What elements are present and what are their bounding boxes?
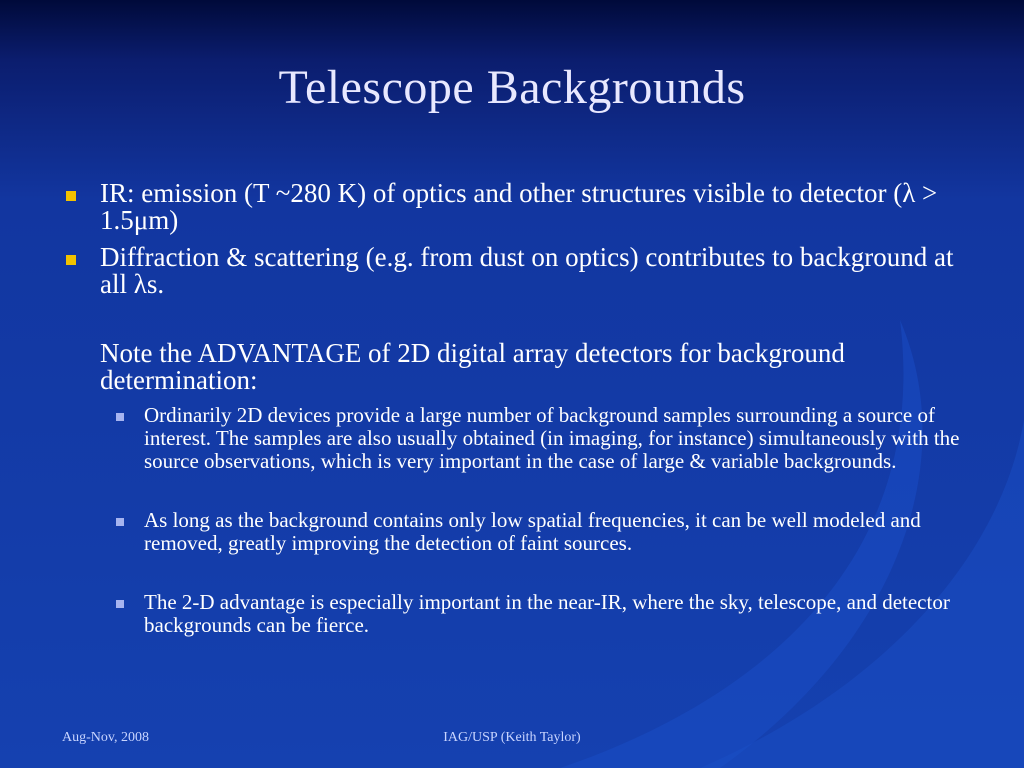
square-bullet-icon xyxy=(66,191,76,201)
bullet-item xyxy=(62,180,972,234)
square-bullet-icon xyxy=(116,600,124,608)
slide-title: Telescope Backgrounds xyxy=(278,61,746,114)
square-bullet-icon xyxy=(116,413,124,421)
sub-bullet-item xyxy=(144,591,972,637)
sub-bullet-list xyxy=(62,404,972,637)
sub-bullet-item xyxy=(144,404,972,473)
sub-bullet-text: As long as the background contains only low spatial frequencies, it can be well modeled and removed, greatly improving the detection of faint sources. xyxy=(144,508,921,555)
footer-date: Aug-Nov, 2008 xyxy=(62,730,149,745)
sub-bullet-text: The 2-D advantage is especially important in the near-IR, where the sky, telescope, and detector backgrounds can be fierce. xyxy=(144,590,950,637)
note-paragraph: Note the ADVANTAGE of 2D digital array detectors for background determination: xyxy=(100,338,845,395)
sub-bullet-text: Ordinarily 2D devices provide a large number of background samples surrounding a source of interest. The samples are also usually obtained (in imaging, for instance) simultaneously with the source observations, which is very important in the case of large & variable backgrounds. xyxy=(144,403,960,473)
bullet-item xyxy=(62,244,972,298)
bullet-text: IR: emission (T ~280 K) of optics and other structures visible to detector (λ > 1.5μm) xyxy=(100,178,938,235)
square-bullet-icon xyxy=(66,255,76,265)
square-bullet-icon xyxy=(116,518,124,526)
footer-author: IAG/USP (Keith Taylor) xyxy=(443,730,581,745)
slide-content xyxy=(62,180,972,637)
sub-bullet-item xyxy=(144,509,972,555)
bullet-text: Diffraction & scattering (e.g. from dust on optics) contributes to background at all λs. xyxy=(100,242,954,299)
